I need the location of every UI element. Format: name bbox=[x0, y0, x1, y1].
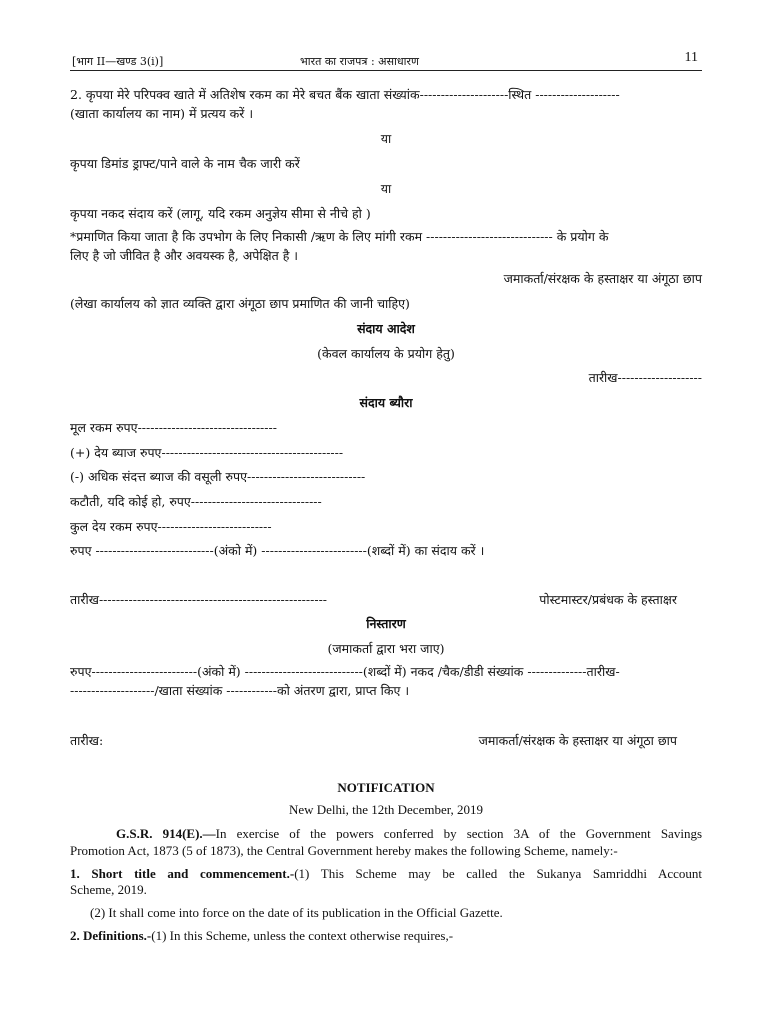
section-1-label: 1. Short title and commencement.- bbox=[70, 866, 295, 881]
header-gazette-title: भारत का राजपत्र : असाधारण bbox=[300, 55, 419, 68]
form-line-certified: *प्रमाणित किया जाता है कि उपभोग के लिए निकासी /ऋण के लिए मांगी रकम ------------------------------ के प्रयोग के bbox=[70, 229, 609, 244]
form-line-certified-cont: लिए है जो जीवित है और अवयस्क है, अपेक्षित है । bbox=[70, 248, 299, 263]
gsr-text-1: In exercise of the powers conferred by section 3A of the Government Savings bbox=[215, 826, 703, 841]
date-line-2: तारीख------------------------------------------------------ bbox=[70, 592, 328, 607]
detail-pay-amount: रुपए ----------------------------(अंको में) -------------------------(शब्दों में) का संदाय करें । bbox=[70, 543, 485, 558]
form-line-demand-draft: कृपया डिमांड ड्राफ्ट/पाने वाले के नाम चैक जारी करें bbox=[70, 156, 300, 171]
notification-title: NOTIFICATION bbox=[337, 780, 435, 795]
section-2-line bbox=[70, 928, 702, 944]
page-header bbox=[70, 50, 702, 70]
postmaster-signature: पोस्टमास्टर/प्रबंधक के हस्ताक्षर bbox=[539, 592, 677, 607]
gazette-page bbox=[70, 0, 702, 1024]
header-page-number: 11 bbox=[684, 50, 698, 65]
section-2-label: 2. Definitions.- bbox=[70, 928, 152, 943]
depositor-fill-note: (जमाकर्ता द्वारा भरा जाए) bbox=[327, 641, 445, 656]
detail-total: कुल देय रकम रुपए--------------------------- bbox=[70, 519, 272, 534]
discharge-line-1: रुपए-------------------------(अंको में) ----------------------------(शब्दों में) नकद /चैक/डीडी संख्यांक --------------तारीख- bbox=[70, 664, 620, 679]
section-2-text: (1) In this Scheme, unless the context otherwise requires,- bbox=[151, 928, 454, 943]
form-line-thumb-note: (लेखा कार्यालय को ज्ञात व्यक्ति द्वारा अंगूठा छाप प्रमाणित की जानी चाहिए) bbox=[70, 296, 410, 311]
section-1-subsection-2: (2) It shall come into force on the date of its publication in the Official Gazette. bbox=[90, 905, 503, 920]
form-or-1: या bbox=[380, 131, 392, 146]
detail-deduction: कटौती, यदि कोई हो, रुपए------------------------------- bbox=[70, 494, 322, 509]
gsr-paragraph-line-1 bbox=[70, 826, 702, 842]
header-part-section: [भाग II—खण्ड 3(i)] bbox=[72, 55, 164, 68]
payment-details-title: संदाय ब्यौरा bbox=[359, 395, 413, 410]
detail-interest: (+) देय ब्याज रुपए------------------------------------------- bbox=[70, 445, 344, 460]
form-line-credit: 2. कृपया मेरे परिपक्व खाते में अतिशेष रकम का मेरे बचत बैंक खाता संख्यांक---------------------स्थित -------------------- bbox=[70, 87, 620, 102]
form-line-cash: कृपया नकद संदाय करें (लागू, यदि रकम अनुज्ञेय सीमा से नीचे हो ) bbox=[70, 206, 371, 221]
office-use-note: (केवल कार्यालय के प्रयोग हेतु) bbox=[317, 346, 455, 361]
depositor-signature-1: जमाकर्ता/संरक्षक के हस्ताक्षर या अंगूठा छाप bbox=[503, 271, 702, 286]
form-line-office-name: (खाता कार्यालय का नाम) में प्रत्यय करें । bbox=[70, 106, 254, 121]
detail-recovery: (-) अधिक संदत्त ब्याज की वसूली रुपए---------------------------- bbox=[70, 469, 366, 484]
notification-dateline: New Delhi, the 12th December, 2019 bbox=[288, 802, 484, 817]
discharge-line-2: --------------------/खाता संख्यांक ------------को अंतरण द्वारा, प्राप्त किए । bbox=[70, 683, 410, 698]
depositor-signature-2: जमाकर्ता/संरक्षक के हस्ताक्षर या अंगूठा छाप bbox=[478, 733, 677, 748]
discharge-title: निस्तारण bbox=[366, 616, 406, 631]
gsr-label: G.S.R. 914(E).— bbox=[116, 826, 216, 841]
gsr-paragraph-line-2: Promotion Act, 1873 (5 of 1873), the Central Government hereby makes the following Scheme, namely:- bbox=[70, 843, 618, 858]
section-1-text-1: (1) This Scheme may be called the Sukanya Samriddhi Account bbox=[294, 866, 702, 881]
date-line-1: तारीख-------------------- bbox=[588, 370, 702, 385]
header-rule bbox=[70, 70, 702, 71]
payment-order-title: संदाय आदेश bbox=[357, 321, 415, 336]
detail-principal: मूल रकम रुपए--------------------------------- bbox=[70, 420, 277, 435]
section-1-line-1 bbox=[70, 866, 702, 882]
date-line-3: तारीख: bbox=[70, 733, 104, 748]
form-or-2: या bbox=[380, 181, 392, 196]
section-1-line-2: Scheme, 2019. bbox=[70, 882, 147, 897]
